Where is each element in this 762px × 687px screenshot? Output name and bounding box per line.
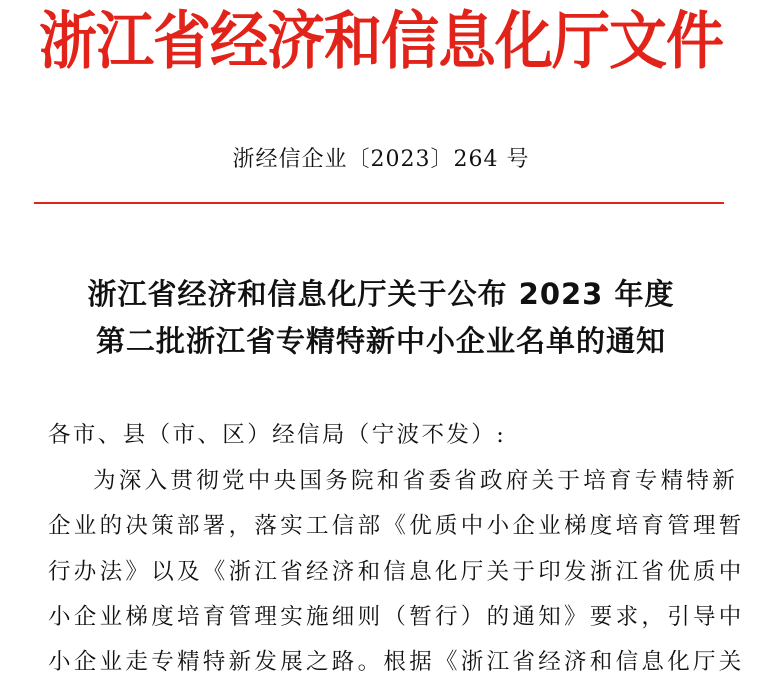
- recipient-line: 各市、县（市、区）经信局（宁波不发）:: [48, 422, 507, 448]
- body-line-3: 行办法》以及《浙江省经济和信息化厅关于印发浙江省优质中: [48, 559, 745, 585]
- body-line-2: 企业的决策部署，落实工信部《优质中小企业梯度培育管理暂: [48, 513, 745, 539]
- red-divider-rule: [34, 202, 724, 204]
- notice-title-line-2: 第二批浙江省专精特新中小企业名单的通知: [95, 324, 666, 358]
- issuer-title: 浙江省经济和信息化厅文件: [38, 4, 723, 78]
- body-line-1: 为深入贯彻党中央国务院和省委省政府关于培育专精特新: [93, 468, 739, 494]
- body-line-5: 小企业走专精特新发展之路。根据《浙江省经济和信息化厅关: [48, 649, 745, 675]
- notice-title-line-1: 浙江省经济和信息化厅关于公布 2023 年度: [87, 277, 675, 311]
- document-number: 浙经信企业〔2023〕264 号: [232, 147, 530, 172]
- body-line-4: 小企业梯度培育管理实施细则（暂行）的通知》要求，引导中: [48, 604, 745, 630]
